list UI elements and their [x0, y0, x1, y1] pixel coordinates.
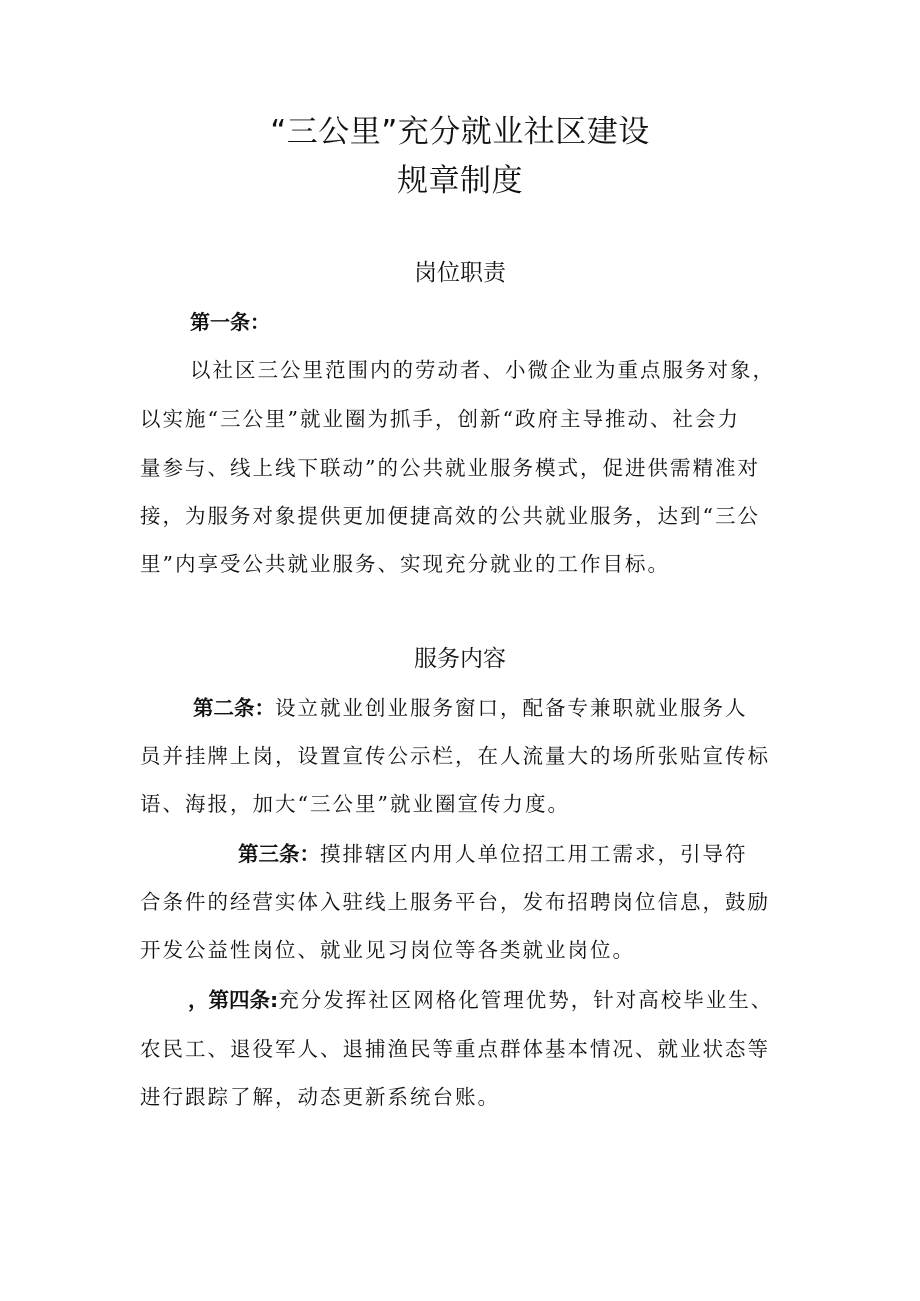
article-4-text-1: 充分发挥社区网格化管理优势，针对高校毕业生、: [278, 988, 774, 1012]
article-4-line-2: 农民工、退役军人、退捕渔民等重点群体基本情况、就业状态等: [140, 1037, 770, 1061]
document-title-line-1: “三公里”充分就业社区建设: [270, 114, 650, 150]
article-1-line-5: 里”内享受公共就业服务、实现充分就业的工作目标。: [140, 552, 670, 576]
article-2-line-1: [193, 694, 748, 722]
article-4-label: ，第四条:: [188, 988, 279, 1012]
article-3-text-1: 摸排辖区内用人单位招工用工需求，引导符: [320, 842, 748, 866]
article-3-label: 第三条：: [238, 842, 320, 866]
article-2-label: 第二条：: [193, 696, 275, 720]
article-4-line-3: 进行跟踪了解，动态更新系统台账。: [140, 1085, 500, 1109]
article-1-label: 第一条：: [190, 310, 270, 334]
article-1-line-3: 量参与、线上线下联动”的公共就业服务模式，促进供需精准对: [140, 456, 760, 480]
article-1-line-1: 以社区三公里范围内的劳动者、小微企业为重点服务对象，: [190, 358, 775, 382]
document-title-line-2: 规章制度: [397, 163, 523, 199]
article-2-line-2: 员并挂牌上岗，设置宣传公示栏，在人流量大的场所张贴宣传标: [140, 744, 770, 768]
article-1-line-2: 以实施“三公里”就业圈为抓手，创新“政府主导推动、社会力: [140, 407, 740, 431]
article-2-text-1: 设立就业创业服务窗口，配备专兼职就业服务人: [275, 696, 748, 720]
article-4-line-1: [188, 986, 773, 1014]
article-1-line-4: 接，为服务对象提供更加便捷高效的公共就业服务，达到“三公: [140, 504, 760, 528]
section-heading-service-content: 服务内容: [414, 646, 506, 672]
article-3-line-2: 合条件的经营实体入驻线上服务平台，发布招聘岗位信息，鼓励: [140, 890, 770, 914]
article-2-line-3: 语、海报，加大“三公里”就业圈宣传力度。: [140, 792, 570, 816]
section-heading-job-duties: 岗位职责: [414, 260, 506, 286]
article-3-line-3: 开发公益性岗位、就业见习岗位等各类就业岗位。: [140, 938, 635, 962]
article-3-line-1: [238, 840, 748, 868]
